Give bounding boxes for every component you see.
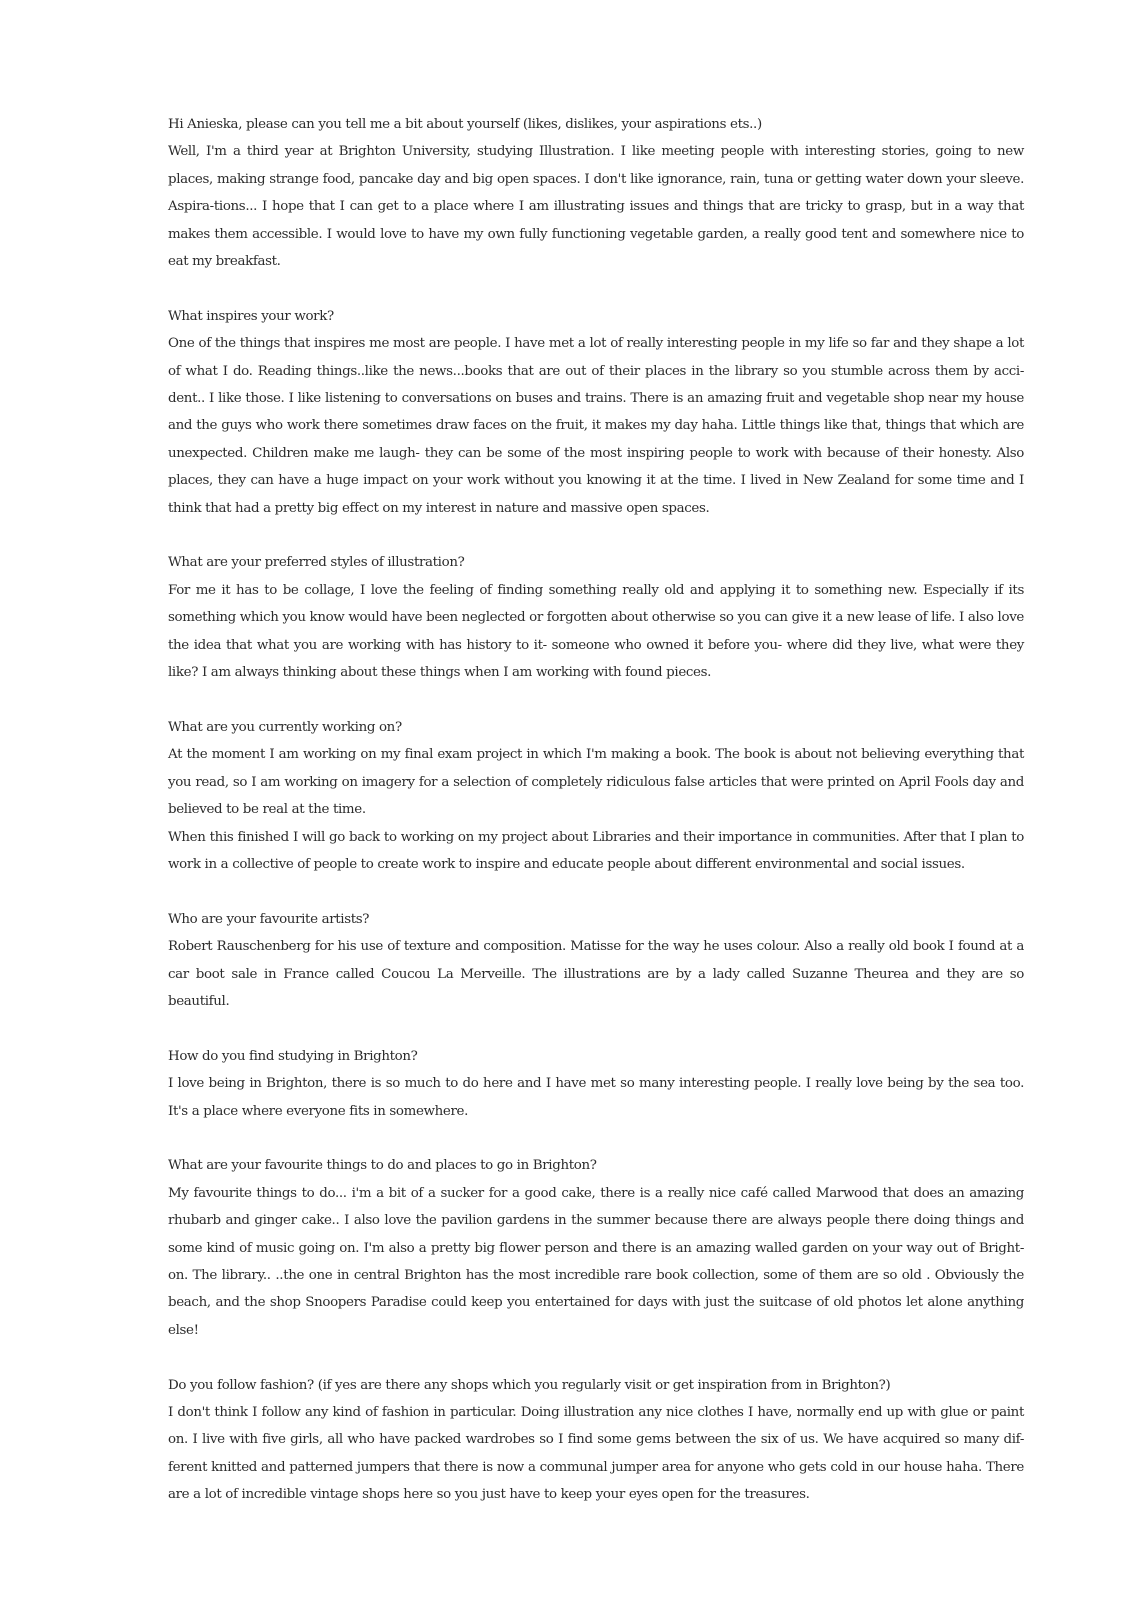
qa-current-work	[168, 714, 1024, 878]
answer-paragraph: I love being in Brighton, there is so much to do here and I have met so many interesting people. I really love being by the sea too. It's a place where everyone fits in somewhere.	[168, 1076, 1024, 1119]
answer-block	[168, 330, 1024, 522]
answer-block	[168, 1180, 1024, 1344]
answer-paragraph: At the moment I am working on my final exam project in which I'm making a book. The book is about not believing everything that you read, so I am working on imagery for a selection of completely ridiculous false articles that were printed on April Fools day and believed to be real at the time.	[168, 747, 1024, 818]
answer-paragraph: My favourite things to do... i'm a bit of a sucker for a good cake, there is a really nice café called Marwood that does an amazing rhubarb and ginger cake.. I also love the pavilion gardens in the summer because there are always people there doing things and some kind of music going on. I'm also a pretty big flower person and there is an amazing walled garden on your way out of Bright-on. The library.. ..the one in central Brighton has the most incredible rare book collection, some of them are so old . Obviously the beach, and the shop Snoopers Paradise could keep you entertained for days with just the suitcase of old photos let alone anything else!	[168, 1185, 1024, 1338]
question-text: Hi Anieska, please can you tell me a bit about yourself (likes, dislikes, your aspirations ets..)	[168, 117, 762, 132]
interview-document	[168, 111, 1024, 1536]
question-text: How do you find studying in Brighton?	[168, 1048, 418, 1064]
answer-paragraph: One of the things that inspires me most are people. I have met a lot of really interesting people in my life so far and they shape a lot of what I do. Reading things..like the news...books that are out of their places in the library so you stumble across them by acci-dent.. I like those. I like listening to conversations on buses and trains. There is an amazing fruit and vegetable shop near my house and the guys who work there sometimes draw faces on the fruit, it makes my day haha. Little things like that, things that which are unexpected. Children make me laugh- they can be some of the most inspiring people to work with because of their honesty. Also places, they can have a huge impact on your work without you knowing it at the time. I lived in New Zealand for some time and I think that had a pretty big effect on my interest in nature and massive open spaces.	[168, 336, 1024, 516]
answer-paragraph: Well, I'm a third year at Brighton University, studying Illustration. I like meeting people with interesting stories, going to new places, making strange food, pancake day and big open spaces. I don't like ignorance, rain, tuna or getting water down your sleeve. Aspira-tions... I hope that I can get to a place where I am illustrating issues and things that are tricky to grasp, but in a way that makes them accessible. I would love to have my own fully functioning vegetable garden, a really good tent and somewhere nice to eat my breakfast.	[168, 144, 1024, 270]
qa-inspiration	[168, 303, 1024, 522]
question-text: What are your favourite things to do and places to go in Brighton?	[168, 1158, 597, 1174]
question-text: Do you follow fashion? (if yes are there any shops which you regularly visit or get inspiration from in Brighton?)	[168, 1377, 891, 1393]
qa-about-yourself	[168, 111, 1024, 275]
question-text: What inspires your work?	[168, 308, 334, 324]
answer-paragraph: I don't think I follow any kind of fashion in particular. Doing illustration any nice clothes I have, normally end up with glue or paint on. I live with five girls, all who have packed wardrobes so I find some gems between the six of us. We have acquired so many dif-ferent knitted and patterned jumpers that there is now a communal jumper area for anyone who gets cold in our house haha. There are a lot of incredible vintage shops here so you just have to keep your eyes open for the treasures.	[168, 1404, 1024, 1503]
answer-block	[168, 741, 1024, 878]
question-text: Who are your favourite artists?	[168, 911, 370, 927]
qa-favourite-places	[168, 1152, 1024, 1344]
qa-favourite-artists	[168, 906, 1024, 1016]
question-text: What are your preferred styles of illustration?	[168, 555, 465, 571]
question-text: What are you currently working on?	[168, 719, 402, 735]
answer-block	[168, 933, 1024, 1015]
answer-block	[168, 138, 1024, 275]
qa-fashion	[168, 1372, 1024, 1509]
answer-paragraph: Robert Rauschenberg for his use of texture and composition. Matisse for the way he uses colour. Also a really old book I found at a car boot sale in France called Coucou La Merveille. The illustrations are by a lady called Suzanne Theurea and they are so beautiful.	[168, 939, 1024, 1009]
qa-studying-brighton	[168, 1043, 1024, 1125]
answer-block	[168, 1070, 1024, 1125]
answer-block	[168, 1399, 1024, 1509]
answer-paragraph: When this finished I will go back to working on my project about Libraries and their importance in communities. After that I plan to work in a collective of people to create work to inspire and educate people about different environmental and social issues.	[168, 829, 1024, 872]
qa-preferred-styles	[168, 549, 1024, 686]
answer-paragraph: For me it has to be collage, I love the feeling of finding something really old and applying it to something new. Especially if its something which you know would have been neglected or forgotten about otherwise so you can give it a new lease of life. I also love the idea that what you are working with has history to it- someone who owned it before you- where did they live, what were they like? I am always thinking about these things when I am working with found pieces.	[168, 582, 1024, 681]
answer-block	[168, 577, 1024, 687]
